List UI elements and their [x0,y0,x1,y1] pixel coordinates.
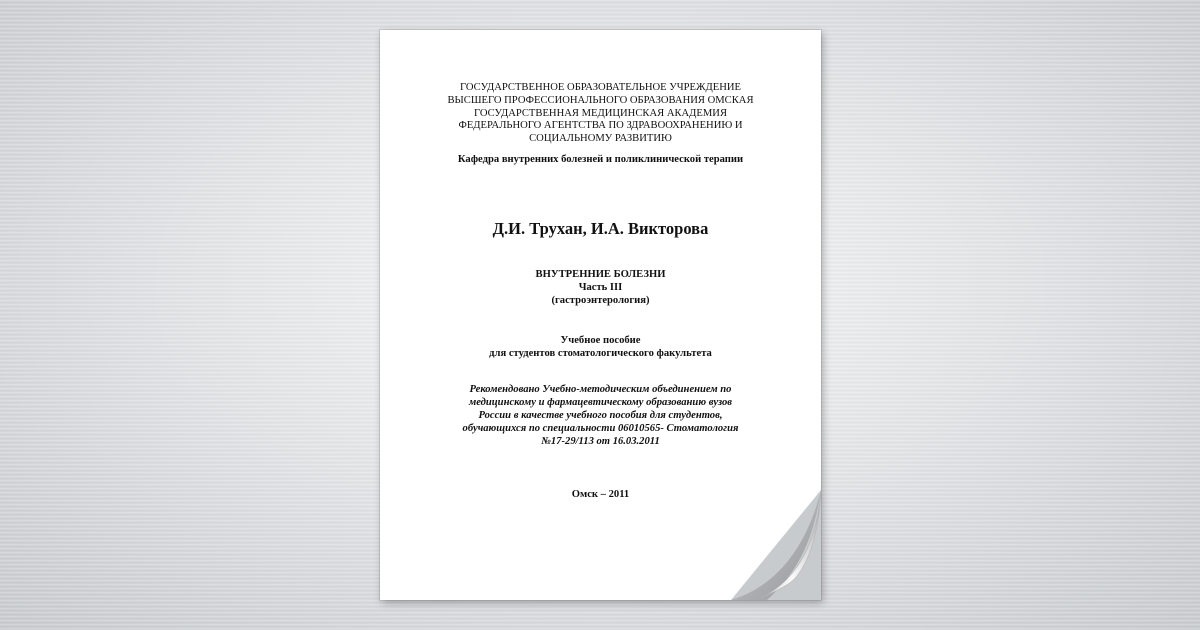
institution-line: ГОСУДАРСТВЕННОЕ ОБРАЗОВАТЕЛЬНОЕ УЧРЕЖДЕНИЕ [460,82,741,93]
city-year: Омск – 2011 [571,489,630,500]
institution-line: СОЦИАЛЬНОМУ РАЗВИТИЮ [529,133,672,144]
book-title: ВНУТРЕННИЕ БОЛЕЗНИ [535,269,666,280]
authors: Д.И. Трухан, И.А. Викторова [492,219,709,238]
document-type: Учебное пособие [560,335,641,346]
page-curl-icon [731,490,821,600]
audience: для студентов стоматологического факультета [489,348,712,359]
recommendation-line: России в качестве учебного пособия для студентов, [478,410,723,421]
institution-line: ФЕДЕРАЛЬНОГО АГЕНТСТВА ПО ЗДРАВООХРАНЕНИЮ И [458,120,743,131]
institution-line: ГОСУДАРСТВЕННАЯ МЕДИЦИНСКАЯ АКАДЕМИЯ [473,108,728,119]
recommendation-line: №17-29/113 от 16.03.2011 [541,436,660,447]
recommendation-line: Рекомендовано Учебно-методическим объединением по [469,384,732,395]
department-name: Кафедра внутренних болезней и поликлинической терапии [457,154,744,165]
institution-line: ВЫСШЕГО ПРОФЕССИОНАЛЬНОГО ОБРАЗОВАНИЯ ОМСКАЯ [447,95,754,106]
book-subject: (гастроэнтерология) [551,295,650,306]
recommendation-line: медицинскому и фармацевтическому образованию вузов [468,397,733,408]
book-part: Часть III [578,282,623,293]
recommendation-line: обучающихся по специальности 06010565- Стоматология [462,423,739,434]
document-page [380,30,821,600]
